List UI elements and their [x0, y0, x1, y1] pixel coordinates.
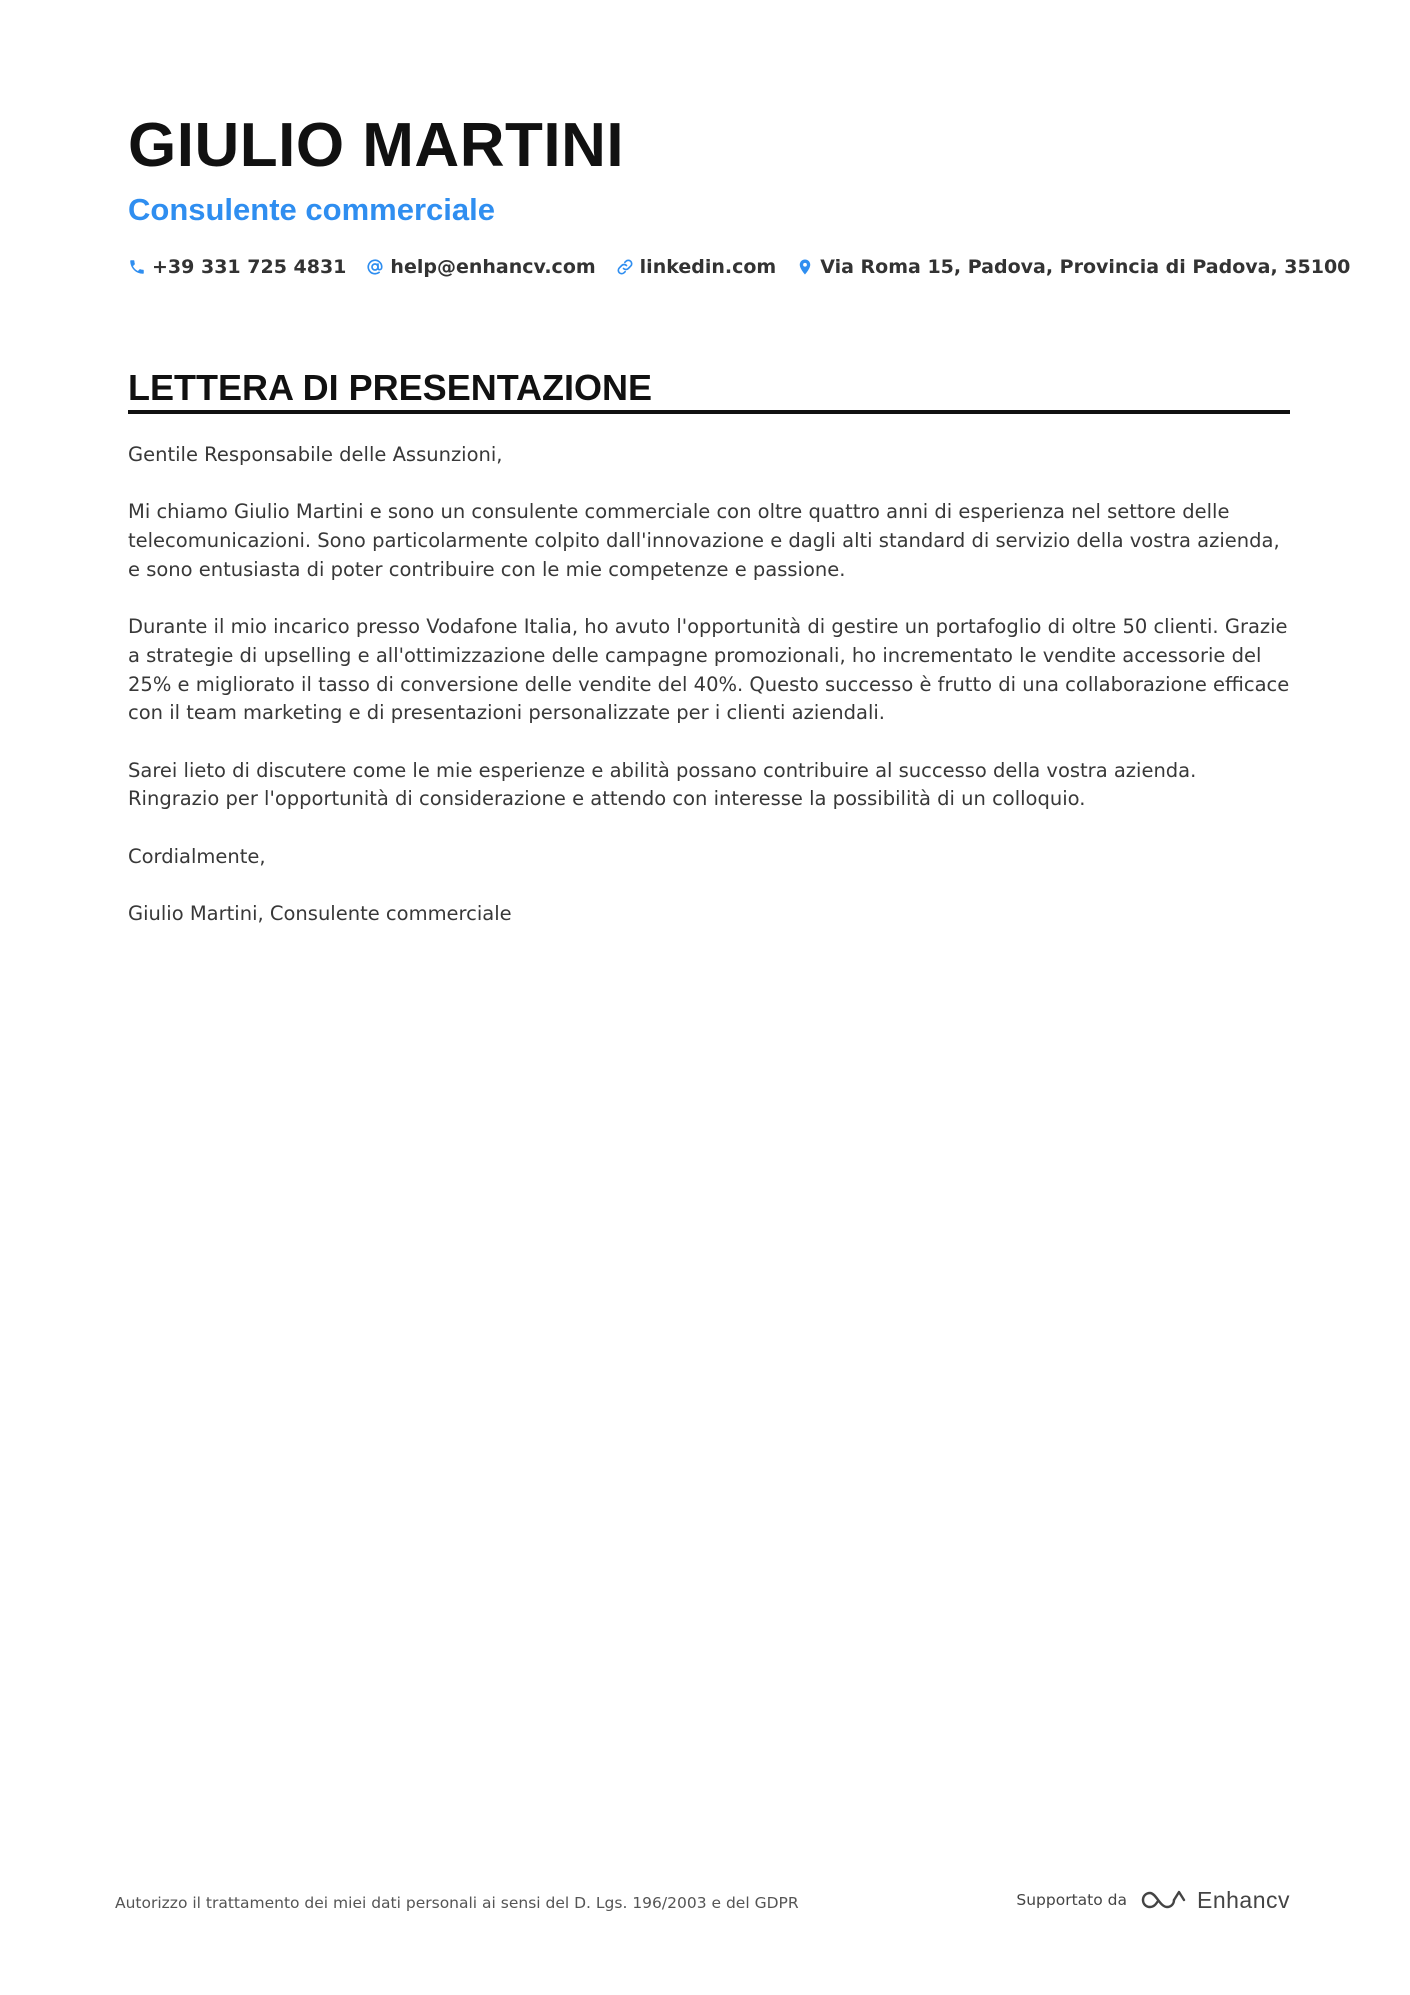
at-icon: [366, 258, 384, 276]
link-icon: [616, 258, 634, 276]
powered-by[interactable]: [1016, 1883, 1290, 1917]
brand-name: Enhancv: [1196, 1886, 1290, 1913]
contact-bar: [128, 252, 1370, 282]
powered-by-label: Supportato da: [1016, 1891, 1127, 1909]
contact-link-text: linkedin.com: [639, 256, 777, 278]
letter-signature: Giulio Martini, Consulente commerciale: [128, 902, 512, 926]
privacy-consent: Autorizzo il trattamento dei miei dati personali ai sensi del D. Lgs. 196/2003 e del GDPR: [115, 1894, 799, 1912]
contact-phone[interactable]: [128, 256, 346, 278]
letter-paragraph-2: Durante il mio incarico presso Vodafone Italia, ho avuto l'opportunità di gestire un portafoglio di oltre 50 clienti. Grazie a strategie di upselling e all'ottimizzazione delle campagne promozionali, ho incrementato le vendite accessorie del 25% e migliorato il tasso di conversione delle vendite del 40%. Questo successo è frutto di una collaborazione efficace con il team marketing e di presentazioni personalizzate per i clienti aziendali.: [128, 615, 1290, 725]
letter-greeting: Gentile Responsabile delle Assunzioni,: [128, 443, 503, 466]
letter-closing: Cordialmente,: [128, 844, 266, 868]
contact-phone-text: +39 331 725 4831: [152, 256, 347, 278]
contact-address-text: Via Roma 15, Padova, Provincia di Padova, 35100: [820, 256, 1351, 278]
letter-paragraph-1: Mi chiamo Giulio Martini e sono un consulente commerciale con oltre quattro anni di esperienza nel settore delle telecomunicazioni. Sono particolarmente colpito dall'innovazione e dagli alti standard di servizio della vostra azienda, e sono entusiasta di poter contribuire con le mie competenze e passione.: [128, 500, 1280, 581]
contact-link[interactable]: [616, 256, 777, 278]
contact-email[interactable]: [366, 256, 595, 278]
letter-body: [128, 441, 1293, 958]
candidate-role: Consulente commerciale: [128, 192, 495, 227]
location-pin-icon: [796, 258, 814, 276]
letter-paragraph-3: Sarei lieto di discutere come le mie esperienze e abilità possano contribuire al successo della vostra azienda. Ringrazio per l'opportunità di considerazione e attendo con interesse la possibilità di un colloquio.: [128, 758, 1197, 811]
enhancv-logo-icon: [1139, 1887, 1187, 1913]
contact-email-text: help@enhancv.com: [390, 256, 596, 278]
phone-icon: [128, 258, 146, 276]
contact-address: [796, 256, 1350, 278]
section-title: LETTERA DI PRESENTAZIONE: [128, 367, 653, 408]
section-divider: [128, 410, 1290, 414]
candidate-name: GIULIO MARTINI: [128, 111, 625, 180]
